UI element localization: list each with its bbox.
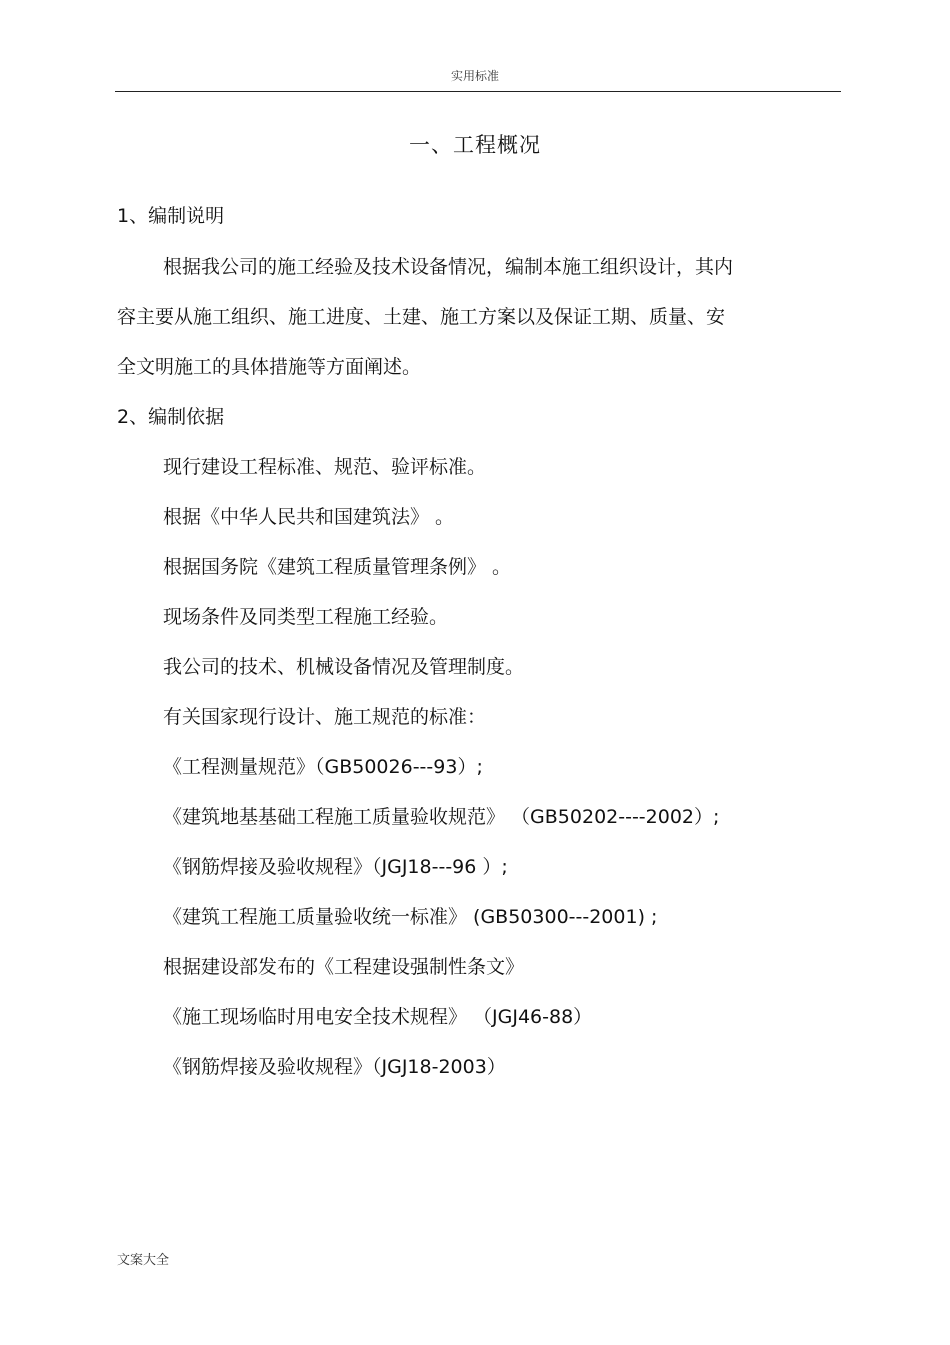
list-item: 《工程测量规范》（GB50026---93）;	[163, 756, 483, 778]
page-title: 一、工程概况	[409, 133, 541, 157]
list-item: 根据《中华人民共和国建筑法》 。	[163, 506, 455, 528]
list-item: 我公司的技术、机械设备情况及管理制度。	[163, 656, 525, 678]
list-item: 《施工现场临时用电安全技术规程》 （JGJ46-88）	[163, 1006, 593, 1028]
list-item: 根据国务院《建筑工程质量管理条例》 。	[163, 556, 512, 578]
paragraph-line: 全文明施工的具体措施等方面阐述。	[117, 356, 422, 378]
list-item: 现行建设工程标准、规范、验评标准。	[163, 456, 487, 478]
list-item: 《钢筋焊接及验收规程》（JGJ18---96 ）;	[163, 856, 508, 878]
page-header: 实用标准	[450, 69, 499, 83]
paragraph-line: 容主要从施工组织、施工进度、土建、施工方案以及保证工期、质量、安	[117, 306, 726, 328]
list-item: 有关国家现行设计、施工规范的标准：	[163, 706, 487, 728]
list-item: 《建筑工程施工质量验收统一标准》 (GB50300---2001) ;	[163, 906, 658, 928]
list-item: 根据建设部发布的《工程建设强制性条文》	[163, 956, 525, 978]
section-heading-1: 1、编制说明	[117, 205, 225, 227]
section-heading-2: 2、编制依据	[117, 406, 225, 428]
header-divider	[115, 91, 841, 92]
list-item: 《钢筋焊接及验收规程》（JGJ18-2003）	[163, 1056, 506, 1078]
paragraph-line: 根据我公司的施工经验及技术设备情况，编制本施工组织设计，其内	[163, 256, 734, 278]
page-footer: 文案大全	[117, 1253, 170, 1268]
list-item: 《建筑地基基础工程施工质量验收规范》 （GB50202----2002）;	[163, 806, 720, 828]
list-item: 现场条件及同类型工程施工经验。	[163, 606, 449, 628]
